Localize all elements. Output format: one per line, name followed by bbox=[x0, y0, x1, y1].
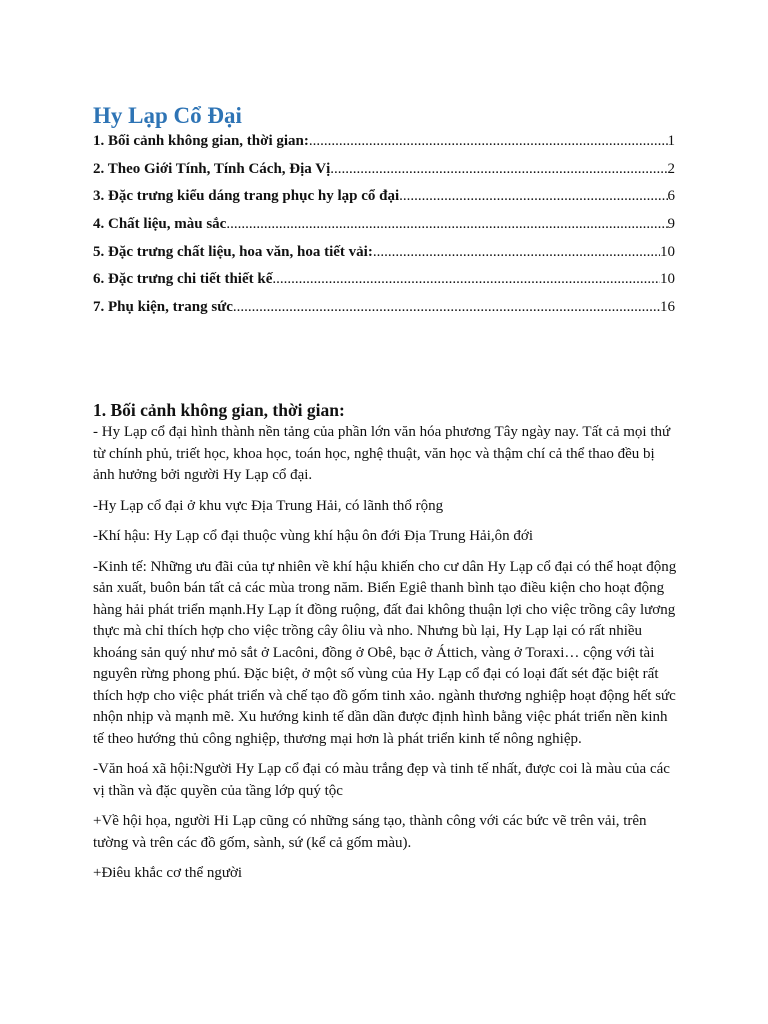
toc-entry-label: 7. Phụ kiện, trang sức bbox=[93, 299, 233, 316]
toc-leader-dots bbox=[272, 268, 660, 290]
paragraph-painting: +Về hội họa, người Hi Lạp cũng có những sáng tạo, thành công với các bức vẽ trên vải, trên tường và trên các đồ gốm, sành, sứ (kể cả gốm màu). bbox=[93, 813, 647, 851]
toc-entry-label: 4. Chất liệu, màu sắc bbox=[93, 216, 227, 233]
toc-entry-label: 3. Đặc trưng kiểu dáng trang phục hy lạp cổ đại bbox=[93, 188, 400, 205]
paragraph-intro: - Hy Lạp cổ đại hình thành nền tảng của phần lớn văn hóa phương Tây ngày nay. Tất cả mọi thứ từ chính phủ, triết học, khoa học, toán học, nghệ thuật, văn học và thậm chí cả thể thao đều bị ảnh hưởng bởi người Hy Lạp cổ đại. bbox=[93, 424, 671, 483]
toc-entry-label: 1. Bối cảnh không gian, thời gian: bbox=[93, 133, 309, 149]
toc-entry[interactable] bbox=[93, 130, 675, 158]
toc-entry[interactable] bbox=[93, 268, 675, 296]
toc-entry-page: 1 bbox=[667, 133, 675, 149]
toc-entry-page: 9 bbox=[667, 216, 675, 233]
toc-entry-label: 6. Đặc trưng chi tiết thiết kế bbox=[93, 271, 273, 288]
toc-leader-dots bbox=[233, 296, 660, 318]
paragraph-climate: -Khí hậu: Hy Lạp cổ đại thuộc vùng khí hậu ôn đới Địa Trung Hải,ôn đới bbox=[93, 528, 533, 544]
toc-leader-dots bbox=[226, 213, 667, 235]
table-of-contents bbox=[93, 130, 675, 324]
toc-entry-page: 10 bbox=[660, 243, 675, 260]
toc-entry[interactable] bbox=[93, 185, 675, 213]
toc-leader-dots bbox=[373, 241, 660, 263]
paragraph-culture: -Văn hoá xã hội:Người Hy Lạp cổ đại có màu trắng đẹp và tinh tế nhất, được coi là màu của các vị thần và đặc quyền của tầng lớp quý tộc bbox=[93, 761, 670, 799]
toc-entry[interactable] bbox=[93, 296, 675, 324]
paragraph-location: -Hy Lạp cổ đại ở khu vực Địa Trung Hải, có lãnh thổ rộng bbox=[93, 497, 444, 514]
toc-entry-page: 6 bbox=[667, 188, 675, 205]
paragraph-economy: -Kinh tế: Những ưu đãi của tự nhiên về khí hậu khiến cho cư dân Hy Lạp cổ đại có thể hoạt động sản xuất, buôn bán tất cả các mùa trong năm. Biển Egiê thanh bình tạo điều kiện cho hoạt động hàng hải phát triển mạnh.Hy Lạp ít đồng ruộng, đất đai không thuận lợi cho việc trồng cây lương thực mà chỉ thích hợp cho việc trồng cây ôliu và nho. Nhưng bù lại, Hy Lạp lại có rất nhiều khoáng sản quý như mỏ sắt ở Lacôni, đồng ở Obê, bạc ở Áttich, vàng ở Toraxi… cộng với tài nguyên rừng phong phú. Đặc biệt, ở một số vùng của Hy Lạp cổ đại có loại đất sét đặc biệt rất thích hợp cho việc phát triển và chế tạo đồ gốm tinh xảo. ngành thương nghiệp hoạt động hết sức nhộn nhịp và mạnh mẽ. Xu hướng kinh tế dần dần được định hình bằng việc phát triển nền kinh tế theo hướng thủ công nghiệp, thương mại hơn là phát triển kinh tế nông nghiệp. bbox=[93, 558, 677, 747]
toc-entry[interactable] bbox=[93, 213, 675, 241]
toc-leader-dots bbox=[399, 185, 667, 207]
toc-entry-label: 2. Theo Giới Tính, Tính Cách, Địa Vị bbox=[93, 160, 331, 177]
toc-entry-page: 10 bbox=[660, 271, 675, 288]
toc-entry[interactable] bbox=[93, 241, 675, 269]
document-title: Hy Lạp Cổ Đại bbox=[93, 103, 242, 128]
toc-entry[interactable] bbox=[93, 158, 675, 186]
toc-entry-page: 16 bbox=[660, 299, 675, 316]
toc-entry-label: 5. Đặc trưng chất liệu, hoa văn, hoa tiết vải: bbox=[93, 243, 373, 260]
toc-leader-dots bbox=[330, 158, 667, 180]
paragraph-sculpture: +Điêu khắc cơ thể người bbox=[93, 865, 243, 881]
section-body bbox=[93, 422, 677, 894]
toc-entry-page: 2 bbox=[667, 160, 675, 177]
toc-leader-dots bbox=[309, 130, 668, 152]
section-heading: 1. Bối cảnh không gian, thời gian: bbox=[93, 400, 345, 420]
